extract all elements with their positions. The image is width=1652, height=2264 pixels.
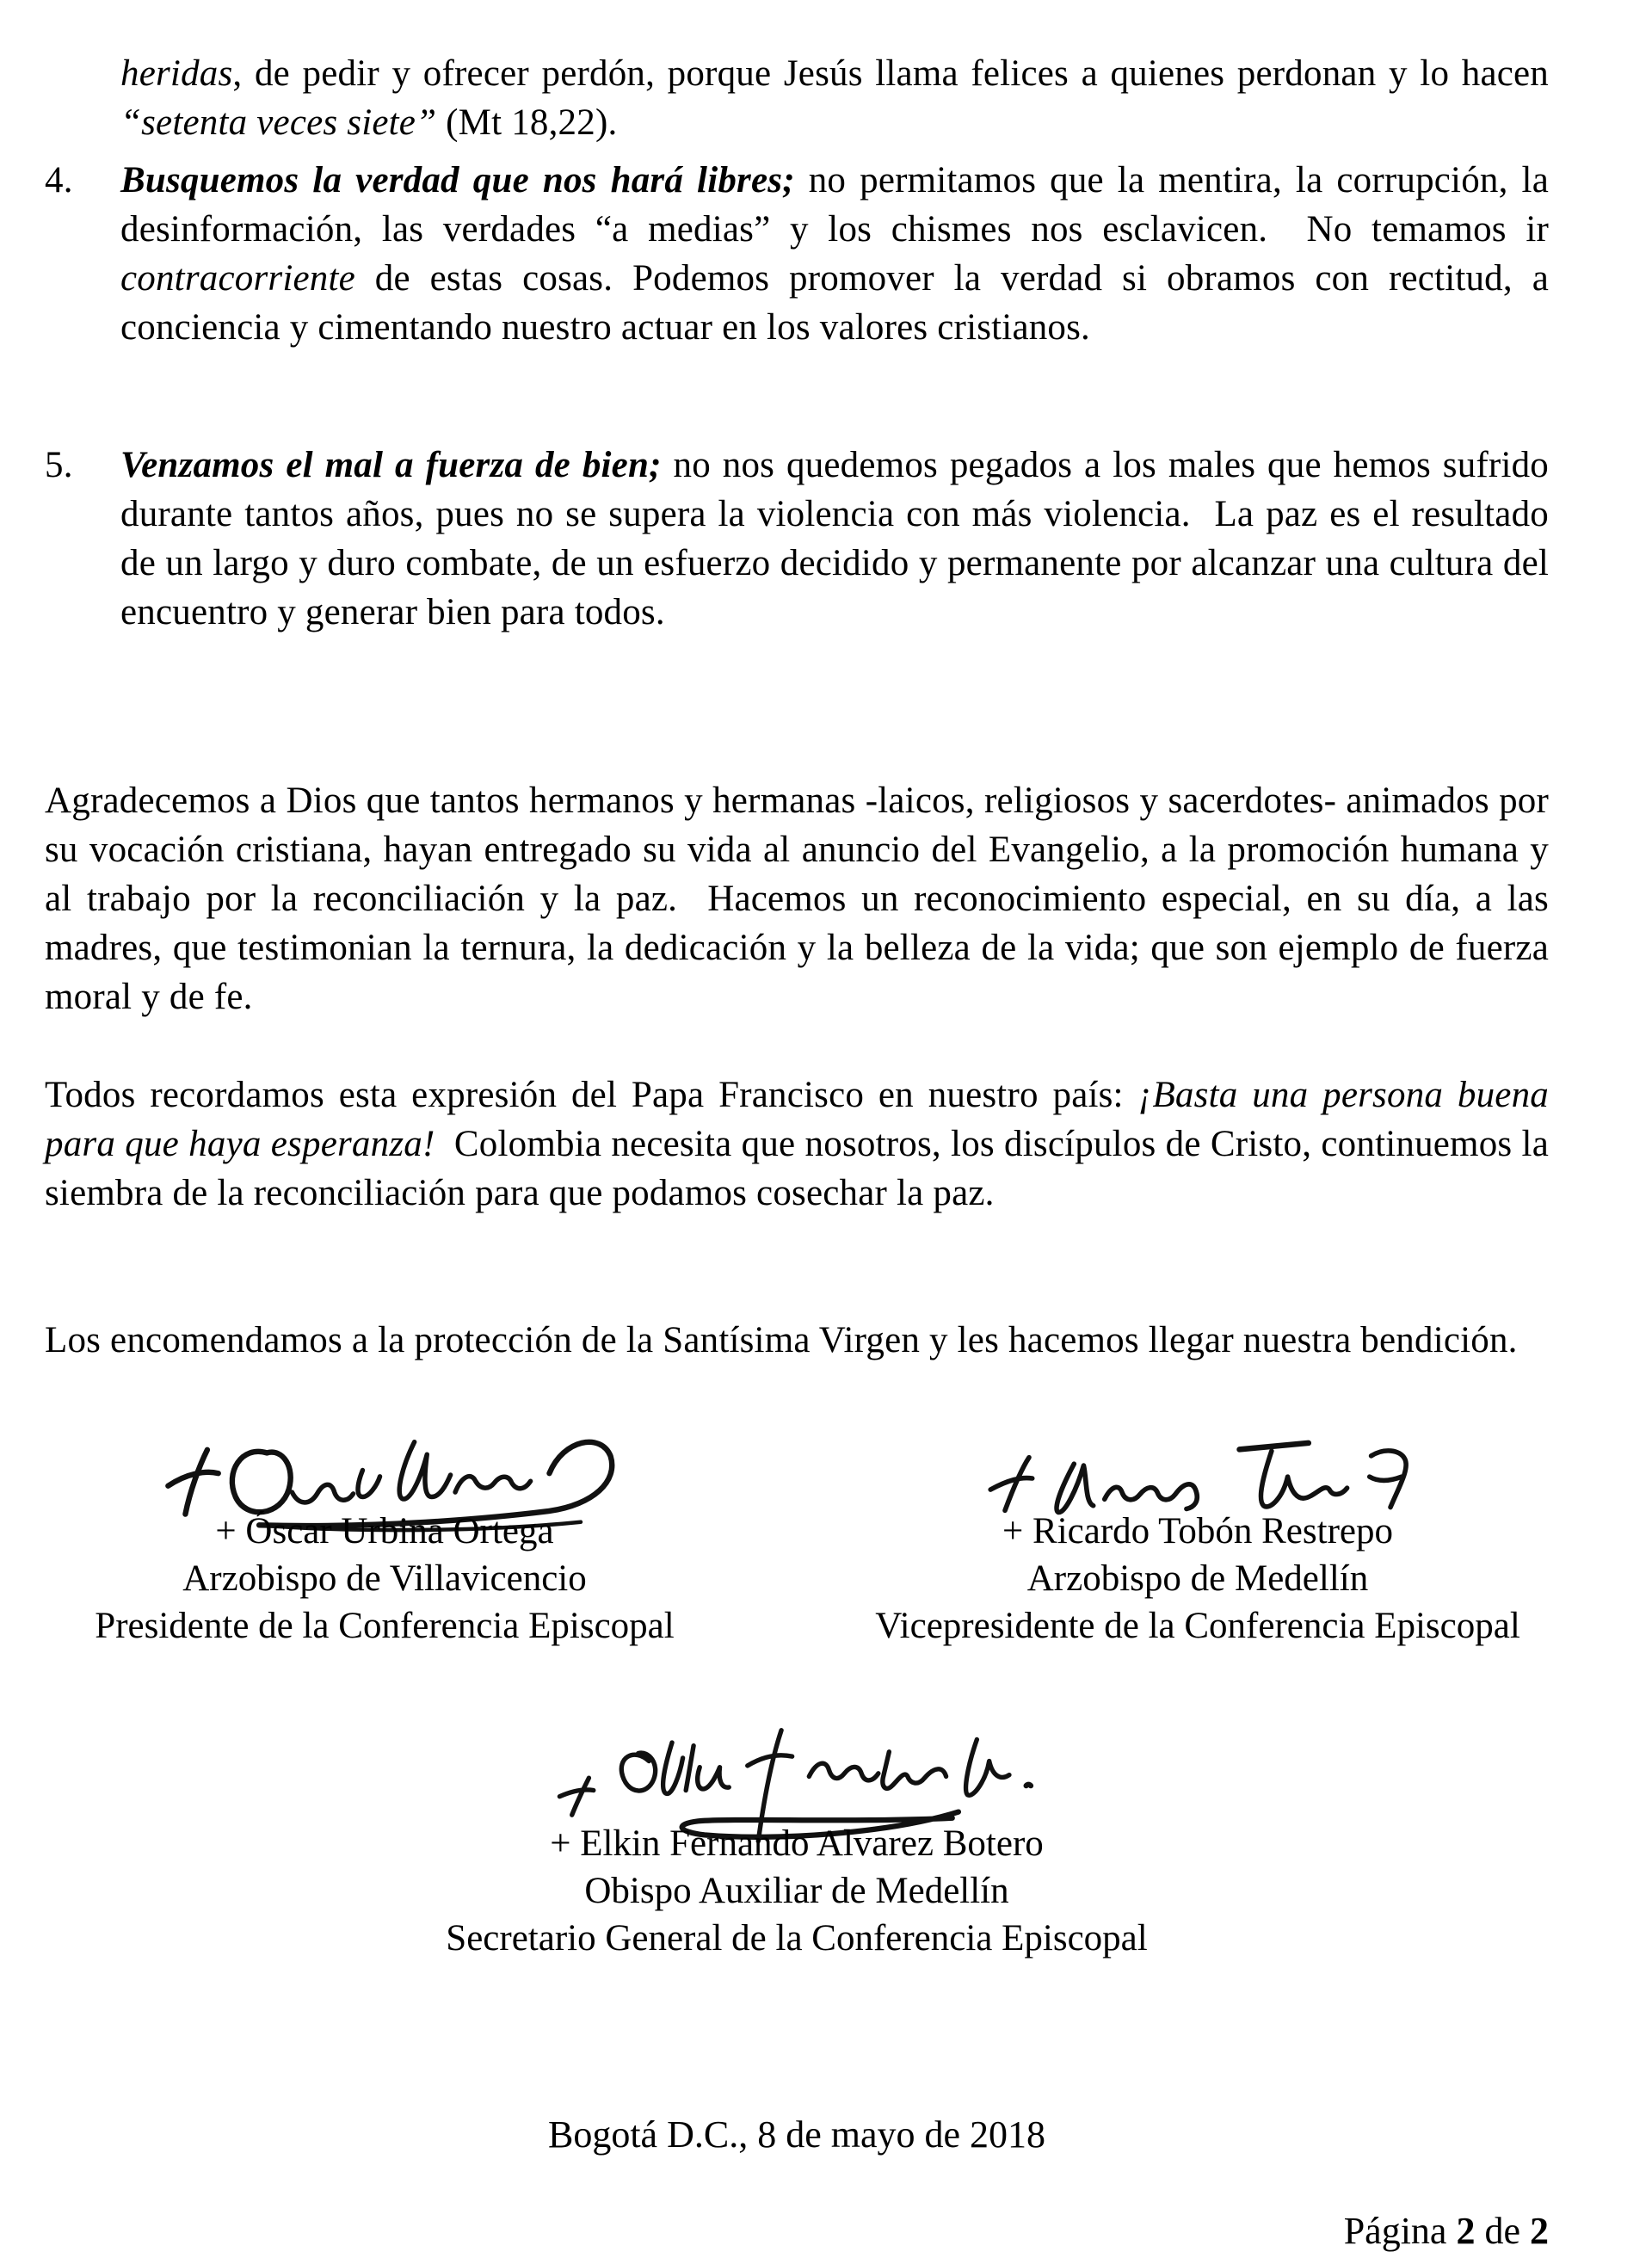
italic-word-heridas: heridas [120,53,233,94]
paragraph-item3-continuation [45,49,1549,147]
text-run: no permitamos que la mentira, la corrupción, la desinformación, las verdades “a medias” y los chismes nos esclavicen. No temamos ir [120,160,1549,250]
list-number-4: 4. [45,160,73,200]
text-run: , de pedir y ofrecer perdón, porque Jesús llama felices a quienes perdonan y lo hacen [232,53,1549,94]
signatory-title: Vicepresidente de la Conferencia Episcopal [875,1606,1520,1646]
bold-italic-lead: Venzamos el mal a fuerza de bien; [120,445,662,485]
text-run: Colombia necesita que nosotros, los discípulos de Cristo, continuemos la siembra de la reconciliación para que podamos cosechar la paz. [45,1124,1549,1213]
signatory-name: + Elkin Fernando Alvarez Botero [550,1823,1044,1864]
signature-block-secretary [367,1721,1227,1962]
signatory-title: Secretario General de la Conferencia Episcopal [446,1918,1148,1959]
page-number-footer [1344,2210,1549,2253]
item-4-text [45,156,1549,352]
italic-word-contracorriente: contracorriente [120,258,355,299]
signatory-name: + Óscar Urbina Ortega [215,1511,554,1551]
footer-total-pages: 2 [1530,2210,1549,2252]
text-run: Todos recordamos esta expresión del Papa Francisco en nuestro país: [45,1075,1138,1115]
footer-label: de [1475,2210,1530,2252]
text-run: no nos quedemos pegados a los males que hemos sufrido durante tantos años, pues no se supera la violencia con más violencia. La paz es el resultado de un largo y duro combate, de un esfuerzo decidido y permanente por alcanzar una cultura del encuentro y generar bien para todos. [120,445,1549,632]
signatory-role: Arzobispo de Medellín [1026,1558,1369,1599]
footer-label: Página [1343,2210,1457,2252]
item-5-text [45,441,1549,637]
signatory-name: + Ricardo Tobón Restrepo [1002,1511,1393,1551]
italic-quote-setenta: “setenta veces siete” [120,102,437,143]
text-run: de estas cosas. Podemos promover la verdad si obramos con rectitud, a conciencia y cimentando nuestro actuar en los valores cristianos. [120,258,1549,348]
document-body [45,0,1549,2264]
list-number-5: 5. [45,445,73,485]
italic-pope-quote: ¡Basta una persona buena para que haya esperanza! [45,1075,1549,1164]
bold-italic-lead: Busquemos la verdad que nos hará libres; [120,160,795,200]
signatory-role: Arzobispo de Villavicencio [182,1558,587,1599]
signature-block-vicepresident [819,1430,1576,1650]
text-run: (Mt 18,22). [436,102,618,143]
paragraph-entrust [45,1316,1549,1365]
signature-block-president [45,1422,724,1650]
dateline: Bogotá D.C., 8 de mayo de 2018 [547,2113,1046,2156]
signatory-role: Obispo Auxiliar de Medellín [584,1871,1009,1911]
paragraph-pope-quote [45,1070,1549,1218]
signatory-title: Presidente de la Conferencia Episcopal [95,1606,675,1646]
footer-current-page: 2 [1456,2210,1476,2252]
text-run: Los encomendamos a la protección de la Santísima Virgen y les hacemos llegar nuestra bendición. [45,1320,1518,1360]
text-run: Agradecemos a Dios que tantos hermanos y hermanas -laicos, religiosos y sacerdotes- animados por su vocación cristiana, hayan entregado su vida al anuncio del Evangelio, a la promoción humana y al trabajo por la reconciliación y la paz. Hacemos un reconocimiento especial, en su día, a las madres, que testimonian la ternura, la dedicación y la belleza de la vida; que son ejemplo de fuerza moral y de fe. [45,780,1549,1017]
paragraph-give-thanks [45,776,1549,1021]
